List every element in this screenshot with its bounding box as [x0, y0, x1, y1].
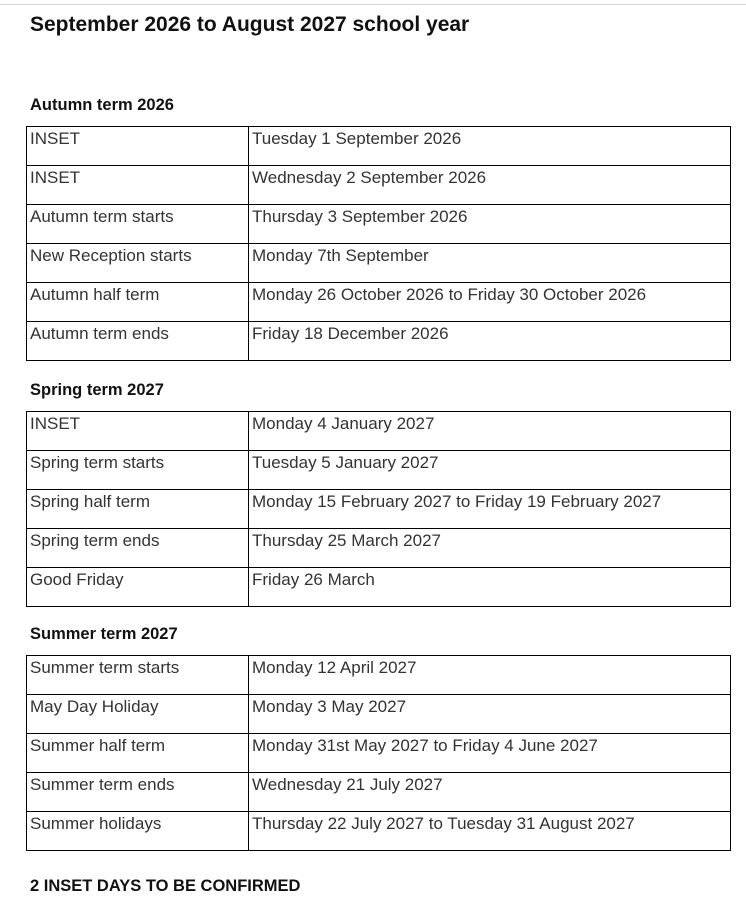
table-row: [27, 812, 731, 851]
date-cell: Monday 31st May 2027 to Friday 4 June 2027: [249, 734, 731, 773]
table-row: [27, 322, 731, 361]
table-row: [27, 244, 731, 283]
date-cell: Monday 15 February 2027 to Friday 19 February 2027: [249, 490, 731, 529]
date-cell: Monday 4 January 2027: [249, 412, 731, 451]
table-row: [27, 451, 731, 490]
date-cell: Thursday 3 September 2026: [249, 205, 731, 244]
event-cell: Summer half term: [27, 734, 249, 773]
date-cell: Thursday 25 March 2027: [249, 529, 731, 568]
event-cell: INSET: [27, 127, 249, 166]
table-row: [27, 773, 731, 812]
date-cell: Tuesday 5 January 2027: [249, 451, 731, 490]
date-cell: Monday 7th September: [249, 244, 731, 283]
top-divider: [0, 4, 746, 5]
table-row: [27, 166, 731, 205]
date-cell: Monday 12 April 2027: [249, 656, 731, 695]
event-cell: Autumn term ends: [27, 322, 249, 361]
date-cell: Wednesday 2 September 2026: [249, 166, 731, 205]
table-row: [27, 490, 731, 529]
event-cell: Spring half term: [27, 490, 249, 529]
date-cell: Wednesday 21 July 2027: [249, 773, 731, 812]
table-row: [27, 283, 731, 322]
table-row: [27, 412, 731, 451]
summer-term-table: [26, 655, 731, 851]
date-cell: Monday 3 May 2027: [249, 695, 731, 734]
event-cell: Summer holidays: [27, 812, 249, 851]
event-cell: Autumn term starts: [27, 205, 249, 244]
date-cell: Tuesday 1 September 2026: [249, 127, 731, 166]
event-cell: May Day Holiday: [27, 695, 249, 734]
section-heading-summer: Summer term 2027: [30, 625, 178, 643]
event-cell: Summer term starts: [27, 656, 249, 695]
table-row: [27, 568, 731, 607]
event-cell: Summer term ends: [27, 773, 249, 812]
table-row: [27, 695, 731, 734]
table-row: [27, 127, 731, 166]
event-cell: Autumn half term: [27, 283, 249, 322]
event-cell: New Reception starts: [27, 244, 249, 283]
date-cell: Friday 26 March: [249, 568, 731, 607]
table-row: [27, 656, 731, 695]
table-row: [27, 205, 731, 244]
footer-note: 2 INSET DAYS TO BE CONFIRMED: [30, 877, 301, 895]
event-cell: Spring term ends: [27, 529, 249, 568]
table-row: [27, 529, 731, 568]
table-row: [27, 734, 731, 773]
date-cell: Friday 18 December 2026: [249, 322, 731, 361]
event-cell: Spring term starts: [27, 451, 249, 490]
date-cell: Thursday 22 July 2027 to Tuesday 31 August 2027: [249, 812, 731, 851]
autumn-term-table: [26, 126, 731, 361]
event-cell: INSET: [27, 412, 249, 451]
event-cell: Good Friday: [27, 568, 249, 607]
event-cell: INSET: [27, 166, 249, 205]
page-title: September 2026 to August 2027 school year: [30, 13, 470, 36]
section-heading-spring: Spring term 2027: [30, 381, 164, 399]
date-cell: Monday 26 October 2026 to Friday 30 October 2026: [249, 283, 731, 322]
spring-term-table: [26, 411, 731, 607]
section-heading-autumn: Autumn term 2026: [30, 96, 174, 114]
